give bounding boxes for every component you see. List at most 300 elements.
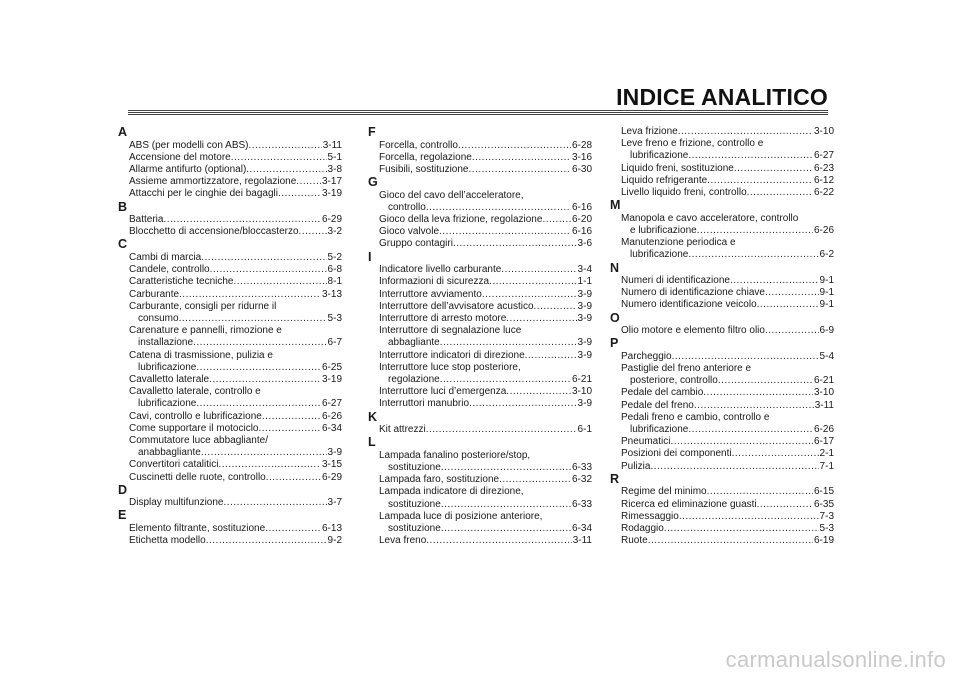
index-letter-heading: L xyxy=(368,435,376,450)
index-entry-first-line: Interruttore di segnalazione luce xyxy=(379,325,522,337)
index-entry xyxy=(118,374,342,386)
dot-leader xyxy=(482,289,577,301)
index-entry xyxy=(118,152,342,164)
dot-leader xyxy=(757,499,813,511)
index-entry xyxy=(368,523,592,535)
index-entry-text: Cavi, controllo e lubrificazione xyxy=(129,410,262,422)
index-entry xyxy=(610,275,834,287)
index-entry xyxy=(368,164,592,176)
index-entry-page: 3-15 xyxy=(321,459,342,471)
index-entry-text: Interruttore indicatori di direzione xyxy=(379,349,525,361)
index-entry-page: 6-21 xyxy=(813,375,834,387)
index-entry-text: Allarme antifurto (optional) xyxy=(129,163,247,175)
dot-leader xyxy=(472,152,571,164)
index-entry-text: Etichetta modello xyxy=(129,535,206,547)
index-letter-heading: A xyxy=(118,125,128,139)
index-entry xyxy=(118,226,342,238)
index-entry xyxy=(368,499,592,511)
index-entry xyxy=(118,313,342,325)
index-entry-page: 5-1 xyxy=(327,151,342,163)
index-entry-text: Forcella, regolazione xyxy=(379,151,472,163)
index-letter-heading: P xyxy=(610,336,619,351)
index-entry xyxy=(610,535,834,547)
index-entry xyxy=(610,486,834,498)
index-letter-heading: K xyxy=(368,409,378,424)
index-entry-page: 6-33 xyxy=(571,461,592,473)
index-entry-text: Accensione del motore xyxy=(129,151,231,163)
index-entry xyxy=(368,462,592,474)
index-entry-first-line: Lampada indicatore di direzione, xyxy=(379,486,524,498)
index-entry xyxy=(118,140,342,152)
index-entry-text: Pedale del cambio xyxy=(621,387,704,399)
index-entry-text: ABS (per modelli con ABS) xyxy=(129,139,249,151)
index-entry-page: 6-34 xyxy=(321,422,342,434)
index-entry xyxy=(368,374,592,386)
index-entry-page: 9-1 xyxy=(819,275,834,287)
index-entry-text: posteriore, controllo xyxy=(630,375,718,387)
index-entry-text: sostituzione xyxy=(388,498,441,510)
index-entry xyxy=(610,175,834,187)
index-entry-text: anabbagliante xyxy=(138,447,201,459)
index-entry-page: 6-20 xyxy=(571,214,592,226)
index-entry xyxy=(368,301,592,313)
index-entry-first-line: Manopola e cavo acceleratore, controllo xyxy=(621,212,799,224)
index-entry-page: 6-27 xyxy=(813,150,834,162)
index-entry-text: Interruttore di arresto motore xyxy=(379,312,507,324)
dot-leader xyxy=(650,461,818,473)
index-entry-page: 6-8 xyxy=(327,264,342,276)
index-entry xyxy=(368,337,592,349)
index-entry-page: 6-29 xyxy=(321,471,342,483)
index-entry-first-line: Pastiglie del freno anteriore e xyxy=(621,363,752,375)
index-entry xyxy=(610,400,834,412)
index-entry-page: 6-21 xyxy=(571,373,592,385)
index-entry xyxy=(610,511,834,523)
dot-leader xyxy=(426,424,577,436)
index-entry-text: Gruppo contagiri xyxy=(379,238,453,250)
index-entry xyxy=(610,375,834,387)
index-entry-page: 6-12 xyxy=(813,174,834,186)
index-entry-first-line: Carenature e pannelli, rimozione e xyxy=(129,325,282,337)
index-entry-text: Interruttore dell’avvisatore acustico xyxy=(379,300,534,312)
index-entry-page: 3-2 xyxy=(327,226,342,238)
index-entry-page: 3-11 xyxy=(572,535,592,547)
index-entry-page: 6-13 xyxy=(321,522,342,534)
index-entry xyxy=(368,313,592,325)
index-entry-page: 3-10 xyxy=(571,386,592,398)
index-entry-page: 3-16 xyxy=(571,151,592,163)
index-entry-text: Indicatore livello carburante xyxy=(379,264,502,276)
index-column-3 xyxy=(610,126,834,547)
index-entry-text: Carburante xyxy=(129,288,180,300)
dot-leader xyxy=(210,264,327,276)
index-entry-page: 3-8 xyxy=(327,163,342,175)
dot-leader xyxy=(296,176,321,188)
index-entry-first-line: Cavalletto laterale, controllo e xyxy=(129,386,261,398)
index-entry-page: 3-9 xyxy=(577,288,592,300)
index-entry-page: 6-30 xyxy=(571,163,592,175)
dot-leader xyxy=(441,523,571,535)
dot-leader xyxy=(440,374,571,386)
index-entry-page: 3-10 xyxy=(813,126,834,137)
dot-leader xyxy=(542,214,571,226)
dot-leader xyxy=(201,447,327,459)
index-column-2 xyxy=(368,126,592,547)
index-entry-text: regolazione xyxy=(388,373,440,385)
index-entry xyxy=(118,276,342,288)
dot-leader xyxy=(468,164,571,176)
index-entry xyxy=(118,535,342,547)
index-entry-page: 6-33 xyxy=(571,498,592,510)
index-entry-page: 3-19 xyxy=(321,188,342,200)
index-entry-text: sostituzione xyxy=(388,522,441,534)
index-entry xyxy=(118,523,342,535)
index-entry-page: 6-15 xyxy=(813,486,834,498)
index-entry-page: 6-1 xyxy=(577,424,592,436)
dot-leader xyxy=(499,474,571,486)
index-entry-page: 6-26 xyxy=(813,424,834,436)
dot-leader xyxy=(765,325,819,337)
index-entry-text: Candele, controllo xyxy=(129,264,210,276)
index-entry-text: Posizioni dei componenti xyxy=(621,448,732,460)
index-entry-page: 8-1 xyxy=(327,276,342,288)
dot-leader xyxy=(664,523,819,535)
dot-leader xyxy=(249,140,322,152)
index-entry-page: 6-22 xyxy=(813,187,834,199)
index-entry xyxy=(610,249,834,261)
index-entry xyxy=(118,497,342,509)
index-entry-page: 6-9 xyxy=(819,325,834,337)
index-entry-text: Gioco della leva frizione, regolazione xyxy=(379,214,543,226)
index-entry xyxy=(368,276,592,288)
index-entry-text: Fusibili, sostituzione xyxy=(379,163,469,175)
index-entry-page: 3-11 xyxy=(814,399,834,411)
dot-leader xyxy=(506,313,576,325)
dot-leader xyxy=(707,486,813,498)
dot-leader xyxy=(688,424,813,436)
index-entry-text: Rimessaggio xyxy=(621,510,679,522)
index-entry-text: consumo xyxy=(138,312,179,324)
index-column-1 xyxy=(118,126,342,547)
watermark: carmanualsonline.info xyxy=(725,647,946,672)
dot-leader xyxy=(193,337,327,349)
index-entry xyxy=(368,535,592,547)
index-entry-text: lubrificazione xyxy=(630,424,689,436)
dot-leader xyxy=(262,411,321,423)
index-entry xyxy=(118,176,342,188)
dot-leader xyxy=(694,400,814,412)
dot-leader xyxy=(501,264,576,276)
index-entry-page: 6-32 xyxy=(571,474,592,486)
index-letter-heading: B xyxy=(118,199,128,214)
index-entry-page: 9-1 xyxy=(819,287,834,299)
dot-leader xyxy=(163,214,321,226)
index-entry-text: Kit attrezzi xyxy=(379,424,426,436)
dot-leader xyxy=(670,436,813,448)
index-entry-text: Display multifunzione xyxy=(129,497,224,509)
index-entry-text: Liquido freni, sostituzione xyxy=(621,162,734,174)
index-entry xyxy=(368,424,592,436)
index-entry xyxy=(610,150,834,162)
index-entry-text: Ricerca ed eliminazione guasti xyxy=(621,498,757,510)
index-letter-heading: G xyxy=(368,175,378,190)
index-entry-text: Leva freno xyxy=(379,535,427,547)
index-entry-text: Gioco valvole xyxy=(379,226,440,238)
dot-leader xyxy=(469,398,577,410)
index-entry-page: 7-3 xyxy=(819,510,834,522)
dot-leader xyxy=(206,535,327,547)
index-entry-text: Leva frizione xyxy=(621,126,678,137)
index-entry xyxy=(610,299,834,311)
index-entry-page: 5-3 xyxy=(819,522,834,534)
dot-leader xyxy=(265,523,321,535)
index-entry-page: 3-7 xyxy=(327,497,342,509)
dot-leader xyxy=(688,249,818,261)
index-entry-text: lubrificazione xyxy=(630,249,689,261)
index-letter-heading: R xyxy=(610,471,620,486)
dot-leader xyxy=(426,202,571,214)
index-entry-text: lubrificazione xyxy=(138,398,197,410)
index-entry xyxy=(610,387,834,399)
index-entry-page: 5-4 xyxy=(819,350,834,362)
index-entry-page: 9-2 xyxy=(327,535,342,547)
index-entry xyxy=(610,163,834,175)
index-entry-first-line: Interruttore luce stop posteriore, xyxy=(379,361,521,373)
index-entry-text: Pedale del freno xyxy=(621,399,694,411)
index-entry-text: Caratteristiche tecniche xyxy=(129,276,234,288)
index-entry-page: 3-10 xyxy=(813,387,834,399)
index-entry-text: Livello liquido freni, controllo xyxy=(621,187,747,199)
index-entry-page: 6-23 xyxy=(813,162,834,174)
index-letter-heading: D xyxy=(118,482,128,497)
index-entry-text: Elemento filtrante, sostituzione xyxy=(129,522,266,534)
index-letter-heading: F xyxy=(368,125,376,139)
dot-leader xyxy=(201,252,326,264)
index-entry-text: Pulizia xyxy=(621,460,651,472)
index-entry-page: 3-9 xyxy=(577,398,592,410)
index-entry-text: lubrificazione xyxy=(630,150,689,162)
index-entry-text: Informazioni di sicurezza xyxy=(379,276,490,288)
dot-leader xyxy=(179,313,327,325)
dot-leader xyxy=(489,276,577,288)
index-entry xyxy=(368,202,592,214)
index-entry xyxy=(118,411,342,423)
index-letter-heading: M xyxy=(610,198,621,213)
dot-leader xyxy=(506,386,571,398)
dot-leader xyxy=(678,126,813,138)
index-entry xyxy=(368,226,592,238)
index-entry-page: 3-9 xyxy=(577,300,592,312)
index-entry xyxy=(368,350,592,362)
index-entry-text: controllo xyxy=(388,201,426,213)
index-entry-page: 6-35 xyxy=(813,498,834,510)
index-entry xyxy=(610,436,834,448)
index-entry-first-line: Commutatore luce abbagliante/ xyxy=(129,434,268,446)
index-entry-page: 9-1 xyxy=(819,299,834,311)
index-entry-page: 3-6 xyxy=(577,238,592,250)
dot-leader xyxy=(441,499,571,511)
index-entry-text: Attacchi per le cinghie dei bagagli xyxy=(129,188,278,200)
index-entry xyxy=(118,164,342,176)
index-entry xyxy=(368,152,592,164)
index-entry-page: 5-2 xyxy=(327,251,342,263)
dot-leader xyxy=(718,375,813,387)
index-entry-text: Liquido refrigerante xyxy=(621,174,708,186)
dot-leader xyxy=(246,164,326,176)
index-entry-page: 2-1 xyxy=(819,448,834,460)
index-entry-first-line: Lampada fanalino posteriore/stop, xyxy=(379,449,531,461)
dot-leader xyxy=(231,152,327,164)
dot-leader xyxy=(196,362,321,374)
index-entry-page: 3-9 xyxy=(577,337,592,349)
dot-leader xyxy=(234,276,327,288)
index-entry-page: 1-1 xyxy=(577,276,592,288)
index-entry-page: 3-9 xyxy=(577,349,592,361)
index-entry-text: Batteria xyxy=(129,214,164,226)
index-entry-first-line: Carburante, consigli per ridurne il xyxy=(129,300,277,312)
index-entry-text: lubrificazione xyxy=(138,361,197,373)
index-entry-first-line: Catena di trasmissione, pulizia e xyxy=(129,349,273,361)
dot-leader xyxy=(534,301,577,313)
index-entry xyxy=(610,325,834,337)
index-entry-first-line: Pedali freno e cambio, controllo e xyxy=(621,411,770,423)
dot-leader xyxy=(426,535,571,547)
index-entry-page: 3-13 xyxy=(321,288,342,300)
index-entry-page: 6-25 xyxy=(321,361,342,373)
index-entry-page: 6-34 xyxy=(571,522,592,534)
index-entry-text: Rodaggio xyxy=(621,522,664,534)
dot-leader xyxy=(209,374,321,386)
index-entry xyxy=(610,351,834,363)
index-entry-text: Forcella, controllo xyxy=(379,139,458,151)
dot-leader xyxy=(757,299,819,311)
index-entry xyxy=(118,447,342,459)
index-entry-page: 3-9 xyxy=(577,312,592,324)
dot-leader xyxy=(299,226,327,238)
dot-leader xyxy=(266,472,321,484)
index-entry-page: 6-27 xyxy=(321,398,342,410)
index-entry-text: Cambi di marcia xyxy=(129,251,202,263)
index-entry-page: 3-9 xyxy=(327,447,342,459)
index-entry-page: 6-7 xyxy=(327,337,342,349)
index-entry-text: Pneumatici xyxy=(621,436,671,448)
index-entry-text: Convertitori catalitici xyxy=(129,459,219,471)
index-entry-text: Numero di identificazione chiave xyxy=(621,287,765,299)
index-entry-page: 7-1 xyxy=(819,460,834,472)
index-entry-page: 6-26 xyxy=(321,410,342,422)
dot-leader xyxy=(259,423,321,435)
index-entry-first-line: Leve freno e frizione, controllo e xyxy=(621,138,764,150)
index-entry-text: installazione xyxy=(138,337,194,349)
index-entry xyxy=(610,187,834,199)
index-entry xyxy=(610,126,834,138)
dot-leader xyxy=(672,351,819,363)
index-entry-text: Cuscinetti delle ruote, controllo xyxy=(129,471,266,483)
page-title: INDICE ANALITICO xyxy=(616,84,828,110)
index-entry-page: 6-29 xyxy=(321,214,342,226)
index-entry-text: e lubrificazione xyxy=(630,224,697,236)
index-entry-text: Come supportare il motociclo xyxy=(129,422,259,434)
index-entry xyxy=(368,386,592,398)
index-entry xyxy=(368,289,592,301)
dot-leader xyxy=(765,287,819,299)
dot-leader xyxy=(697,225,813,237)
dot-leader xyxy=(278,188,321,200)
index-entry-page: 5-3 xyxy=(327,312,342,324)
index-entry-text: Regime del minimo xyxy=(621,486,707,498)
index-entry-page: 3-11 xyxy=(322,139,342,151)
dot-leader xyxy=(703,387,813,399)
dot-leader xyxy=(440,337,577,349)
index-entry-page: 6-19 xyxy=(813,535,834,547)
index-entry-page: 3-19 xyxy=(321,373,342,385)
index-entry-page: 3-17 xyxy=(321,176,342,188)
index-entry-text: Parcheggio xyxy=(621,350,672,362)
index-entry xyxy=(610,225,834,237)
dot-leader xyxy=(458,140,571,152)
index-entry xyxy=(118,252,342,264)
index-entry xyxy=(118,398,342,410)
dot-leader xyxy=(453,238,577,250)
index-entry xyxy=(368,398,592,410)
index-entry-text: abbagliante xyxy=(388,337,440,349)
index-letter-heading: C xyxy=(118,237,128,252)
index-entry xyxy=(368,474,592,486)
index-entry xyxy=(118,337,342,349)
dot-leader xyxy=(179,289,321,301)
index-entry-first-line: Manutenzione periodica e xyxy=(621,237,736,249)
index-entry xyxy=(610,448,834,460)
dot-leader xyxy=(747,187,813,199)
dot-leader xyxy=(679,511,819,523)
index-entry xyxy=(610,287,834,299)
index-entry xyxy=(610,461,834,473)
dot-leader xyxy=(688,150,813,162)
dot-leader xyxy=(441,462,571,474)
index-entry xyxy=(118,423,342,435)
index-letter-heading: E xyxy=(118,508,127,523)
index-entry-text: Olio motore e elemento filtro olio xyxy=(621,325,765,337)
index-entry-first-line: Gioco del cavo dell’acceleratore, xyxy=(379,189,524,201)
index-entry xyxy=(368,238,592,250)
dot-leader xyxy=(732,448,819,460)
dot-leader xyxy=(648,535,813,547)
dot-leader xyxy=(525,350,577,362)
dot-leader xyxy=(707,175,813,187)
index-entry xyxy=(368,140,592,152)
index-entry xyxy=(118,214,342,226)
index-entry-page: 3-4 xyxy=(577,264,592,276)
index-entry xyxy=(368,214,592,226)
index-entry xyxy=(118,289,342,301)
index-entry-text: Blocchetto di accensione/bloccasterzo xyxy=(129,226,299,238)
index-entry xyxy=(118,188,342,200)
index-entry-page: 6-28 xyxy=(571,139,592,151)
index-entry xyxy=(368,264,592,276)
index-letter-heading: I xyxy=(368,249,372,264)
index-entry-text: Ruote xyxy=(621,535,648,547)
index-entry-text: Cavalletto laterale xyxy=(129,373,210,385)
index-entry-text: Lampada faro, sostituzione xyxy=(379,474,500,486)
index-entry-page: 6-2 xyxy=(819,249,834,261)
dot-leader xyxy=(218,459,321,471)
index-entry-page: 6-16 xyxy=(571,226,592,238)
index-entry xyxy=(118,264,342,276)
index-entry-page: 6-17 xyxy=(813,436,834,448)
index-entry-page: 6-16 xyxy=(571,201,592,213)
dot-leader xyxy=(730,275,819,287)
index-entry xyxy=(610,424,834,436)
